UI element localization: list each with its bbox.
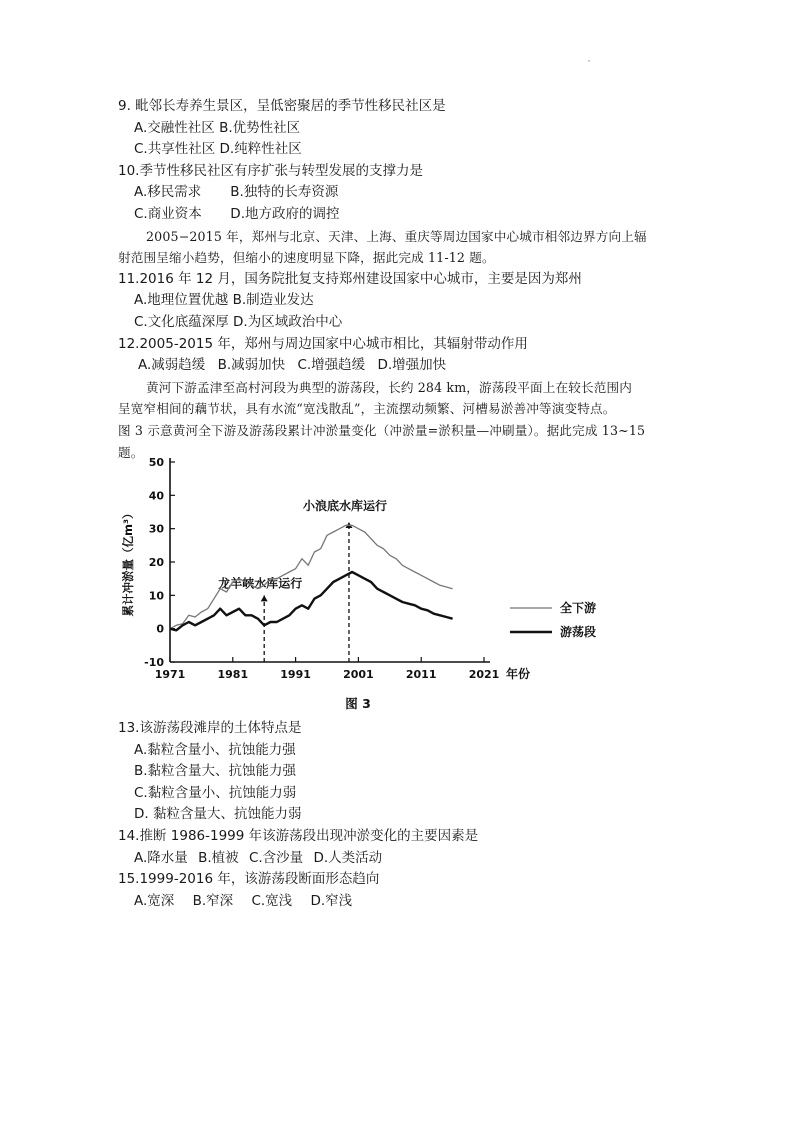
question-options bbox=[118, 139, 678, 161]
option: A.降水量 bbox=[134, 849, 188, 866]
option: B.植被 bbox=[198, 849, 239, 866]
option: C.含沙量 bbox=[248, 849, 304, 866]
question-option: D. 黏粒含量大、抗蚀能力弱 bbox=[134, 806, 302, 823]
x-axis-title: 年份 bbox=[506, 667, 531, 681]
x-tick-label: 2001 bbox=[343, 668, 374, 681]
question-stem: 11.2016 年 12 月，国务院批复支持郑州建设国家中心城市，主要是因为郑州 bbox=[118, 270, 582, 287]
passage-line: 黄河下游孟津至高村河段为典型的游荡段，长约 284 km，游荡段平面上在较长范围内 bbox=[146, 379, 632, 395]
option: D.地方政府的调控 bbox=[230, 205, 340, 222]
question-options bbox=[118, 182, 678, 204]
question-stem: 12.2005-2015 年，郑州与周边国家中心城市相比，其辐射带动作用 bbox=[118, 335, 528, 352]
question-stem: 10.季节性移民社区有序扩张与转型发展的支撑力是 bbox=[118, 162, 423, 179]
question-stem: 13.该游荡段滩岸的土体特点是 bbox=[118, 720, 302, 736]
option: D.纯粹性社区 bbox=[219, 141, 302, 158]
option: C.文化底蕴深厚 bbox=[134, 313, 229, 330]
y-tick-label: 50 bbox=[148, 456, 164, 469]
option: D.为区域政治中心 bbox=[233, 313, 343, 330]
question-options bbox=[118, 891, 678, 913]
passage-line: 呈宽窄相间的藕节状，具有水流“宽浅散乱”，主流摆动频繁、河槽易淤善冲等演变特点。 bbox=[118, 401, 616, 417]
question-options bbox=[118, 355, 678, 377]
question-options bbox=[118, 204, 678, 226]
x-tick-label: 1981 bbox=[217, 668, 249, 681]
option: A.交融性社区 bbox=[134, 119, 215, 136]
question-option: A.黏粒含量小、抗蚀能力强 bbox=[134, 741, 296, 758]
x-tick-label: 1971 bbox=[154, 668, 186, 681]
legend-label: 全下游 bbox=[560, 601, 597, 615]
question-stem: 14.推断 1986-1999 年该游荡段出现冲淤变化的主要因素是 bbox=[118, 827, 479, 844]
option: B.窄深 bbox=[192, 892, 234, 909]
passage-line: 图 3 示意黄河全下游及游荡段累计冲淤量变化（冲淤量=淤积量—冲刷量）。据此完成 13~15 bbox=[118, 422, 646, 438]
option: D.增强加快 bbox=[377, 357, 447, 374]
passage-line: 射范围呈缩小趋势，但缩小的速度明显下降，据此完成 11-12 题。 bbox=[118, 250, 495, 266]
option: D.人类活动 bbox=[313, 849, 383, 866]
passage-line: 2005−2015 年，郑州与北京、天津、上海、重庆等周边国家中心城市相邻边界方向上辐 bbox=[146, 228, 647, 244]
question-options bbox=[118, 290, 678, 312]
y-tick-label: 40 bbox=[148, 489, 164, 503]
y-tick-label: 30 bbox=[148, 522, 164, 536]
option: A.宽深 bbox=[134, 892, 175, 909]
question-option: C.黏粒含量小、抗蚀能力弱 bbox=[134, 784, 297, 801]
y-tick-label: -10 bbox=[144, 656, 164, 669]
annotation-label: 小浪底水库运行 bbox=[302, 499, 387, 513]
option: B.减弱加快 bbox=[217, 357, 286, 374]
annotation-label: 龙羊峡水库运行 bbox=[218, 576, 303, 591]
x-tick-label: 2021 bbox=[468, 668, 500, 681]
option: A.地理位置优越 bbox=[134, 292, 229, 309]
lower-content bbox=[118, 718, 678, 912]
option: B.独特的长寿资源 bbox=[230, 184, 339, 201]
figure-3 bbox=[112, 448, 597, 711]
option: A.减弱趋缓 bbox=[138, 357, 206, 374]
option: C.宽浅 bbox=[251, 892, 293, 909]
question-stem: 9. 毗邻长寿养生景区，呈低密聚居的季节性移民社区是 bbox=[118, 98, 446, 114]
option: D.窄浅 bbox=[310, 892, 353, 909]
y-tick-label: 20 bbox=[148, 556, 164, 569]
figure-caption: 图 3 bbox=[345, 696, 371, 711]
y-axis-title: 累计冲淤量（亿m³） bbox=[121, 507, 135, 617]
page-mark bbox=[588, 60, 590, 62]
x-tick-label: 2011 bbox=[405, 668, 437, 681]
option: C.商业资本 bbox=[134, 205, 202, 222]
option: C.共享性社区 bbox=[134, 141, 216, 158]
question-stem: 15.1999-2016 年，该游荡段断面形态趋向 bbox=[118, 871, 380, 888]
question-options bbox=[118, 312, 678, 334]
option: B.制造业发达 bbox=[232, 292, 314, 309]
question-options bbox=[118, 118, 678, 140]
option: C.增强趋缓 bbox=[297, 357, 366, 374]
option: A.移民需求 bbox=[134, 184, 202, 201]
legend-label: 游荡段 bbox=[560, 625, 597, 639]
question-options bbox=[118, 848, 678, 870]
x-tick-label: 1991 bbox=[280, 668, 311, 681]
upper-content bbox=[118, 96, 678, 463]
series-line-full bbox=[170, 525, 453, 628]
sediment-chart bbox=[112, 448, 597, 711]
y-tick-label: 10 bbox=[148, 589, 164, 603]
passage-line: 题。 bbox=[118, 444, 144, 460]
annotation-arrow-icon bbox=[261, 595, 268, 601]
question-option: B.黏粒含量大、抗蚀能力强 bbox=[134, 763, 297, 780]
option: B.优势性社区 bbox=[219, 119, 301, 136]
y-tick-label: 0 bbox=[156, 622, 164, 636]
